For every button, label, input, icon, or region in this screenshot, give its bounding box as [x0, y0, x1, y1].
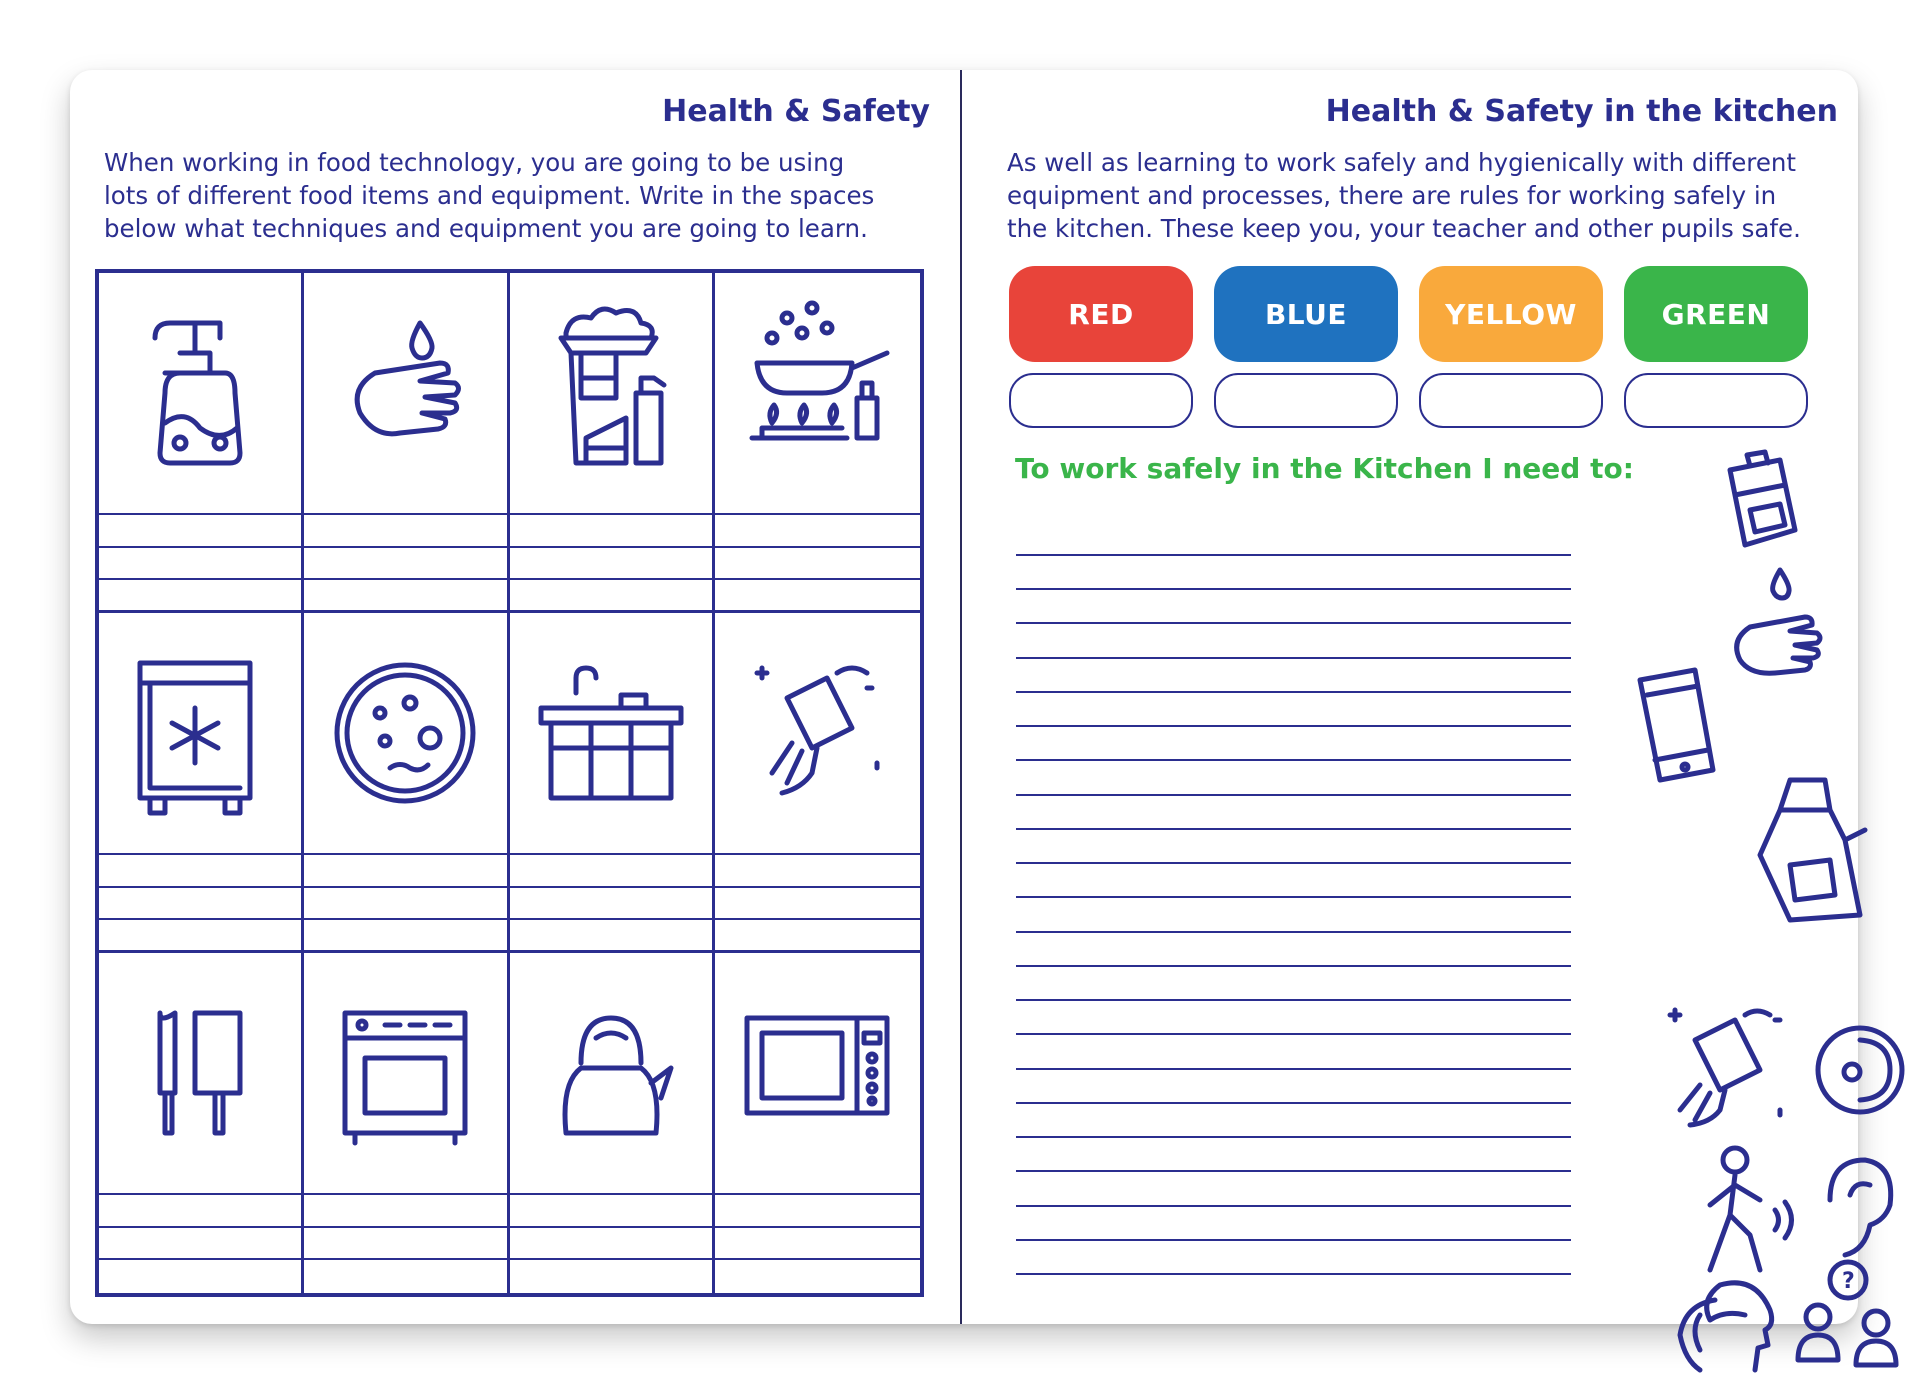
grid-cell [715, 273, 920, 613]
apron-icon [1730, 770, 1880, 930]
svg-text:?: ? [1842, 1269, 1855, 1294]
blue-label: BLUE [1214, 266, 1398, 362]
mobile-phone-icon [1625, 660, 1735, 790]
cleaning-supplies-icon [536, 293, 686, 473]
intro-line: below what techniques and equipment you are going to learn. [104, 214, 868, 243]
grid-cell [99, 273, 304, 613]
right-page-intro [1007, 146, 1801, 245]
intro-line: When working in food technology, you are going to be using [104, 148, 845, 177]
freezer-icon [125, 633, 275, 813]
green-answer-box[interactable] [1624, 373, 1808, 428]
green-label: GREEN [1624, 266, 1808, 362]
equipment-grid [95, 269, 924, 1297]
knives-icon [125, 973, 275, 1153]
intro-line: the kitchen. These keep you, your teacher and other pupils safe. [1007, 214, 1801, 243]
grid-cell [510, 273, 715, 613]
yellow-answer-box[interactable] [1419, 373, 1603, 428]
intro-line: lots of different food items and equipment. Write in the spaces [104, 181, 875, 210]
grid-cell [304, 273, 509, 613]
kitchen-sink-unit-icon [536, 633, 686, 813]
workbook-spread [70, 70, 1858, 1324]
wiping-surface-icon [1665, 995, 1815, 1125]
grid-cell [99, 613, 304, 953]
backpack-icon [1695, 450, 1815, 560]
grid-cell [304, 953, 509, 1293]
writing-prompt: To work safely in the Kitchen I need to: [1015, 452, 1634, 485]
red-answer-box[interactable] [1009, 373, 1193, 428]
intro-line: equipment and processes, there are rules for working safely in [1007, 181, 1777, 210]
hand-washing-icon [330, 293, 480, 473]
microwave-icon [742, 973, 892, 1153]
soap-dispenser-icon [125, 293, 275, 473]
left-page-intro [104, 146, 874, 245]
blue-answer-box[interactable] [1214, 373, 1398, 428]
red-label: RED [1009, 266, 1193, 362]
tied-back-hair-icon [1670, 1260, 1790, 1380]
kettle-icon [536, 973, 686, 1153]
discussion-icon [1788, 1255, 1908, 1375]
wiping-surface-icon [742, 633, 892, 813]
frying-pan-hob-icon [742, 293, 892, 473]
grid-cell [715, 613, 920, 953]
plate-icon [1810, 1020, 1910, 1120]
left-page-title: Health & Safety [662, 94, 930, 129]
grid-cell [304, 613, 509, 953]
intro-line: As well as learning to work safely and hygienically with different [1007, 148, 1797, 177]
yellow-label: YELLOW [1419, 266, 1603, 362]
bacteria-dish-icon [330, 633, 480, 813]
grid-cell [715, 953, 920, 1293]
hand-washing-icon [1725, 565, 1835, 680]
grid-cell [99, 953, 304, 1293]
grid-cell [510, 613, 715, 953]
page-spine [960, 70, 962, 1324]
grid-cell [510, 953, 715, 1293]
right-page-title: Health & Safety in the kitchen [1325, 94, 1838, 129]
oven-icon [330, 973, 480, 1153]
